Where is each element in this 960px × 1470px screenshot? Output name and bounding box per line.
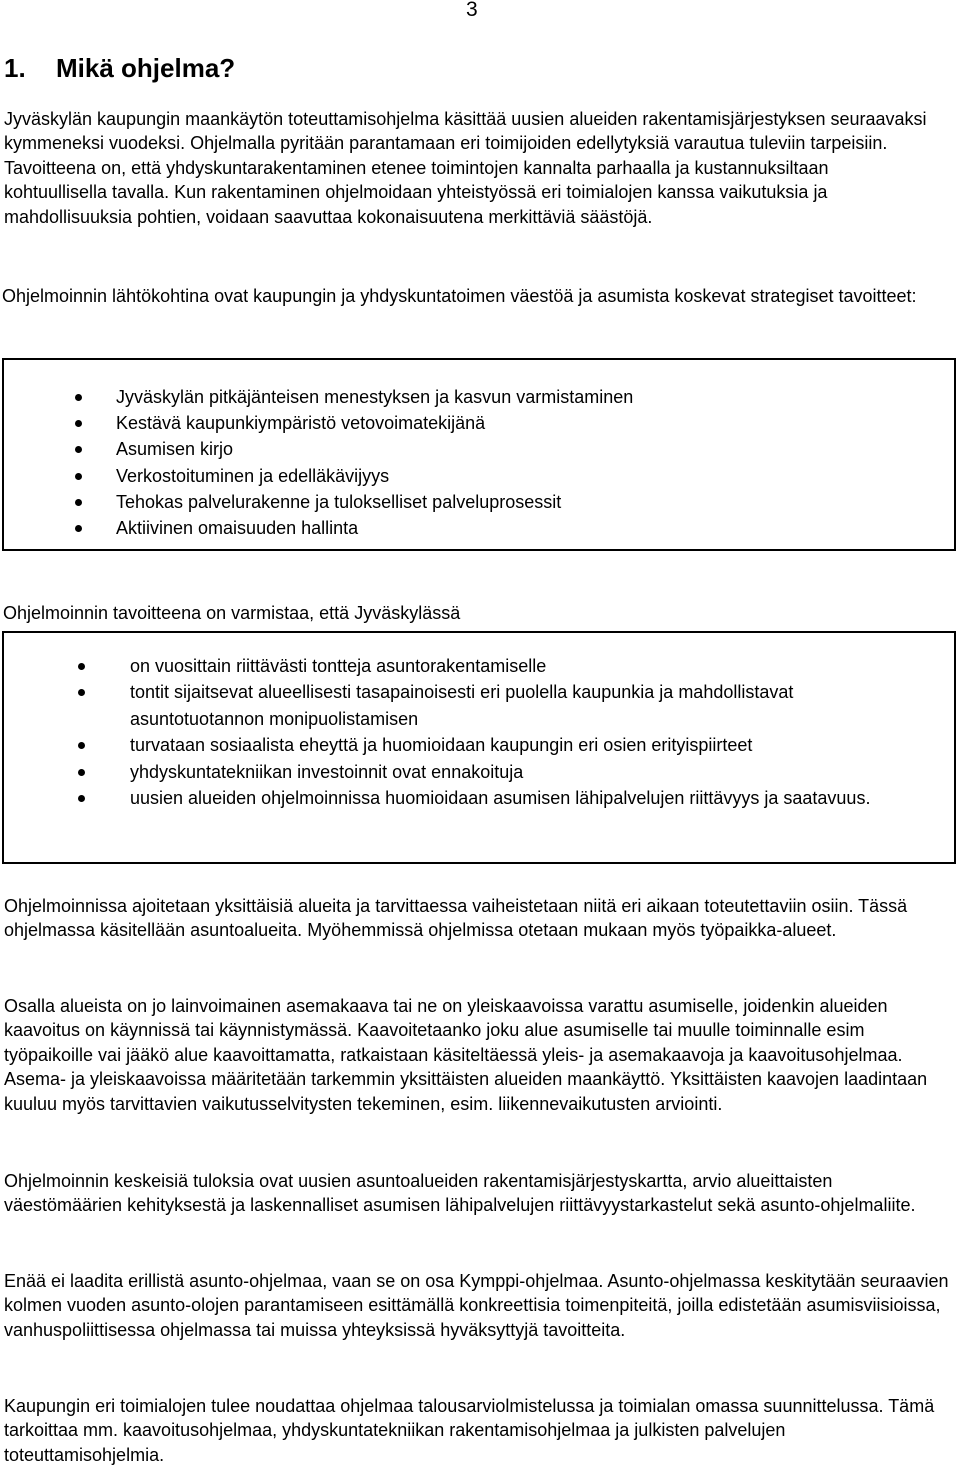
section-title: Mikä ohjelma? — [56, 53, 236, 83]
list-item: turvataan sosiaalista eheyttä ja huomioidaan kaupungin eri osien erityispiirteet — [4, 732, 914, 758]
strategy-intro-paragraph: Ohjelmoinnin lähtökohtina ovat kaupungin ja yhdyskuntatoimen väestöä ja asumista koskevat strategiset tavoitteet: — [2, 286, 917, 306]
page-number: 3 — [466, 0, 478, 21]
list-item: tontit sijaitsevat alueellisesti tasapainoisesti eri puolella kaupunkia ja mahdollistavat asuntotuotannon monipuolistamisen — [4, 679, 914, 732]
bullet-icon — [75, 394, 82, 401]
scheduling-paragraph: Ohjelmoinnissa ajoitetaan yksittäisiä alueita ja tarvittaessa vaiheistetaan niitä eri aikaan toteutettaviin osiin. Tässä ohjelmassa käsitellään asuntoalueita. Myöhemmissä ohjelmissa otetaan mukaan myös työpaikka-alueet. — [4, 896, 908, 941]
bullet-icon — [75, 446, 82, 453]
list-item: Aktiivinen omaisuuden hallinta — [4, 515, 954, 541]
bullet-icon — [78, 689, 85, 696]
strategic-goals-box — [2, 358, 956, 551]
intro-paragraph: Jyväskylän kaupungin maankäytön toteuttamisohjelma käsittää uusien alueiden rakentamisjärjestyksen seuraavaksi kymmeneksi vuodeksi. Ohjelmalla pyritään parantamaan eri toimijoiden edellytyksiä varautua tuleviin tarpeisiin. Tavoitteena on, että yhdyskuntarakentaminen etenee toimintojen kannalta parhaalla ja kustannuksiltaan kohtuullisella tavalla. Kun rakentaminen ohjelmoidaan yhteistyössä eri toimialojen kanssa vaikutuksia ja mahdollisuuksia pohtien, voidaan saavuttaa kokonaisuutena merkittäviä säästöjä. — [4, 109, 927, 227]
bullet-icon — [78, 742, 85, 749]
bullet-icon — [75, 499, 82, 506]
compliance-paragraph: Kaupungin eri toimialojen tulee noudattaa ohjelmaa talousarviolmistelussa ja toimialan omassa suunnittelussa. Tämä tarkoittaa mm. kaavoitusohjelmaa, yhdyskuntatekniikan rakentamisohjelmaa ja julkisten palvelujen toteuttamisohjelmia. — [4, 1396, 935, 1465]
targets-intro-paragraph: Ohjelmoinnin tavoitteena on varmistaa, että Jyväskylässä — [3, 603, 461, 623]
bullet-icon — [75, 525, 82, 532]
targets-list — [4, 653, 914, 811]
section-heading — [4, 51, 235, 85]
list-item: yhdyskuntatekniikan investoinnit ovat ennakoituja — [4, 759, 914, 785]
housing-program-paragraph: Enää ei laadita erillistä asunto-ohjelmaa, vaan se on osa Kymppi-ohjelmaa. Asunto-ohjelmassa keskitytään seuraavien kolmen vuoden asunto-olojen parantamiseen esittämällä konkreettisia toimenpiteitä, joilla edistetään asumisviisioissa, vanhuspoliittisessa ohjelmassa tai muissa yhteyksissä hyväksyttyjä tavoitteita. — [4, 1271, 949, 1340]
bullet-icon — [78, 795, 85, 802]
strategic-goals-list — [4, 384, 954, 541]
list-item: on vuosittain riittävästi tontteja asuntorakentamiselle — [4, 653, 914, 679]
targets-box — [2, 631, 956, 864]
bullet-icon — [75, 473, 82, 480]
list-item: uusien alueiden ohjelmoinnissa huomioidaan asumisen lähipalvelujen riittävyys ja saatavuus. — [4, 785, 914, 811]
list-item: Kestävä kaupunkiympäristö vetovoimatekijänä — [4, 410, 954, 436]
list-item: Verkostoituminen ja edelläkävijyys — [4, 463, 954, 489]
bullet-icon — [78, 663, 85, 670]
zoning-paragraph: Osalla alueista on jo lainvoimainen asemakaava tai ne on yleiskaavoissa varattu asumiselle, joidenkin alueiden kaavoitus on käynnissä tai käynnistymässä. Kaavoitetaanko joku alue asumiselle tai muulle toiminnalle esim työpaikoille vai jääkö alue kaavoittamatta, ratkaistaan käsiteltäessä yleis- ja asemakaavoja ja kaavoitusohjelmaa. Asema- ja yleiskaavoissa määritetään tarkemmin yksittäisten alueiden maankäyttö. Yksittäisten kaavojen laadintaan kuuluu myös tarvittavien vaikutusselvitysten tekeminen, esim. liikennevaikutusten arviointi. — [4, 996, 928, 1114]
bullet-icon — [75, 420, 82, 427]
bullet-icon — [78, 769, 85, 776]
results-paragraph: Ohjelmoinnin keskeisiä tuloksia ovat uusien asuntoalueiden rakentamisjärjestyskartta, arvio alueittaisten väestömäärien kehityksestä ja laskennalliset asumisen lähipalvelujen riittävyystarkastelut sekä asunto-ohjelmaliite. — [4, 1171, 916, 1216]
list-item: Asumisen kirjo — [4, 436, 954, 462]
list-item: Jyväskylän pitkäjänteisen menestyksen ja kasvun varmistaminen — [4, 384, 954, 410]
section-number: 1. — [4, 53, 26, 83]
list-item: Tehokas palvelurakenne ja tulokselliset palveluprosessit — [4, 489, 954, 515]
